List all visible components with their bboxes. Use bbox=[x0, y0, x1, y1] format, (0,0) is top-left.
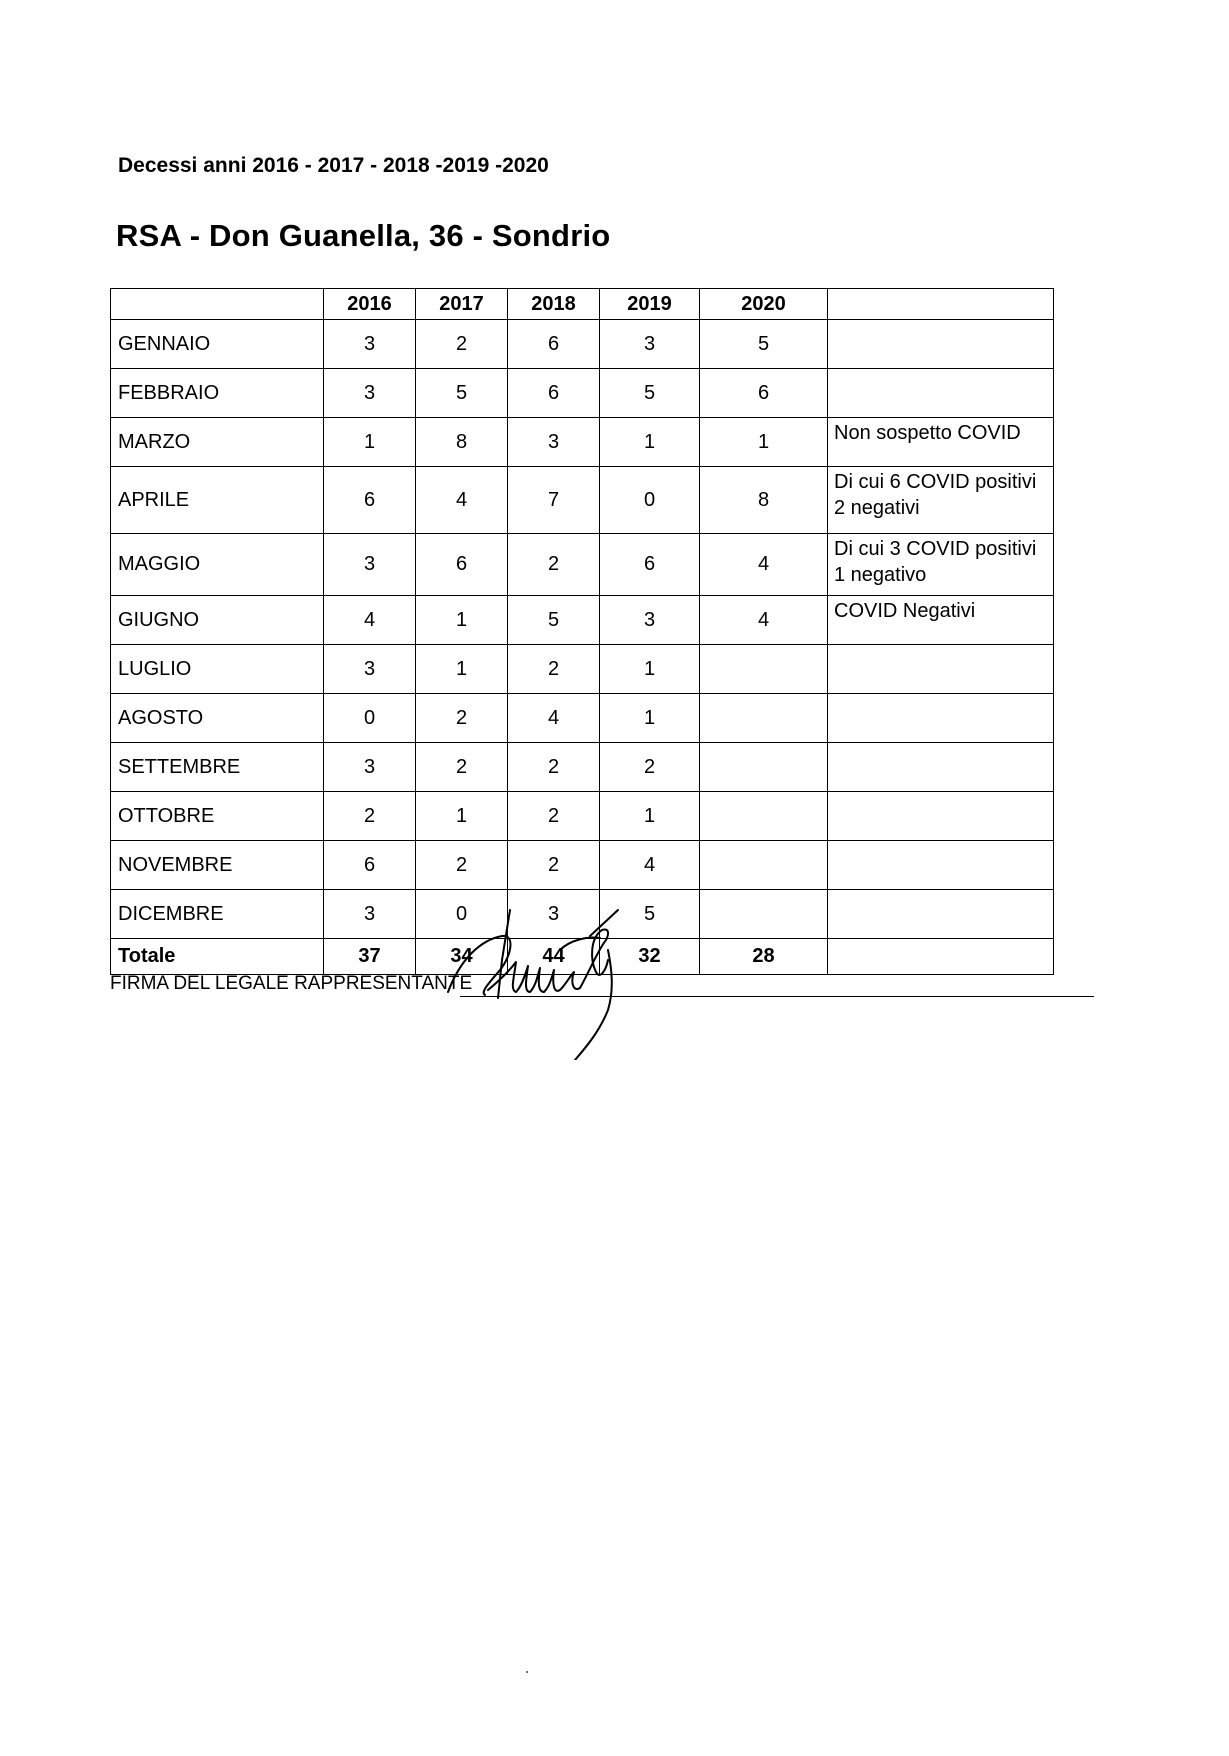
value-cell: 1 bbox=[600, 694, 700, 743]
note-cell bbox=[828, 890, 1054, 939]
value-cell: 3 bbox=[508, 890, 600, 939]
month-cell: GENNAIO bbox=[111, 320, 324, 369]
note-cell bbox=[828, 369, 1054, 418]
deaths-table bbox=[110, 288, 1054, 975]
value-cell: 4 bbox=[600, 841, 700, 890]
value-cell: 3 bbox=[324, 645, 416, 694]
value-cell: 1 bbox=[324, 418, 416, 467]
month-cell: AGOSTO bbox=[111, 694, 324, 743]
value-cell: 5 bbox=[700, 320, 828, 369]
note-cell bbox=[828, 792, 1054, 841]
table-row bbox=[111, 418, 1054, 467]
month-cell: FEBBRAIO bbox=[111, 369, 324, 418]
note-cell: COVID Negativi bbox=[828, 596, 1054, 645]
value-cell: 2 bbox=[508, 743, 600, 792]
table-row bbox=[111, 694, 1054, 743]
value-cell: 1 bbox=[600, 792, 700, 841]
value-cell: 2 bbox=[416, 320, 508, 369]
table-row bbox=[111, 645, 1054, 694]
table-row bbox=[111, 841, 1054, 890]
month-cell: GIUGNO bbox=[111, 596, 324, 645]
value-cell: 1 bbox=[600, 645, 700, 694]
document-title: RSA - Don Guanella, 36 - Sondrio bbox=[116, 218, 611, 253]
header-cell-blank bbox=[111, 289, 324, 320]
total-note-cell bbox=[828, 939, 1054, 975]
value-cell: 0 bbox=[416, 890, 508, 939]
table-row bbox=[111, 534, 1054, 596]
value-cell: 2 bbox=[600, 743, 700, 792]
month-cell: NOVEMBRE bbox=[111, 841, 324, 890]
value-cell: 1 bbox=[416, 792, 508, 841]
value-cell: 1 bbox=[416, 596, 508, 645]
header-cell-2020: 2020 bbox=[700, 289, 828, 320]
value-cell: 3 bbox=[324, 890, 416, 939]
value-cell: 6 bbox=[700, 369, 828, 418]
total-value-cell: 37 bbox=[324, 939, 416, 975]
table-row bbox=[111, 792, 1054, 841]
month-cell: MAGGIO bbox=[111, 534, 324, 596]
value-cell bbox=[700, 645, 828, 694]
table-row bbox=[111, 467, 1054, 534]
value-cell: 4 bbox=[324, 596, 416, 645]
total-value-cell: 32 bbox=[600, 939, 700, 975]
total-label: Totale bbox=[111, 939, 324, 975]
value-cell: 3 bbox=[324, 534, 416, 596]
value-cell: 4 bbox=[700, 534, 828, 596]
value-cell: 3 bbox=[324, 369, 416, 418]
document-subtitle: Decessi anni 2016 - 2017 - 2018 -2019 -2020 bbox=[118, 154, 549, 177]
handwritten-signature bbox=[440, 900, 660, 1060]
month-cell: APRILE bbox=[111, 467, 324, 534]
note-cell: Non sospetto COVID bbox=[828, 418, 1054, 467]
note-cell: Di cui 6 COVID positivi 2 negativi bbox=[828, 467, 1054, 534]
value-cell: 8 bbox=[416, 418, 508, 467]
value-cell: 1 bbox=[700, 418, 828, 467]
value-cell: 2 bbox=[508, 841, 600, 890]
note-cell bbox=[828, 743, 1054, 792]
value-cell: 2 bbox=[416, 841, 508, 890]
header-cell-2019: 2019 bbox=[600, 289, 700, 320]
value-cell: 6 bbox=[600, 534, 700, 596]
table-row bbox=[111, 743, 1054, 792]
value-cell bbox=[700, 694, 828, 743]
value-cell bbox=[700, 841, 828, 890]
month-cell: SETTEMBRE bbox=[111, 743, 324, 792]
value-cell: 3 bbox=[324, 320, 416, 369]
note-cell: Di cui 3 COVID positivi 1 negativo bbox=[828, 534, 1054, 596]
month-cell: OTTOBRE bbox=[111, 792, 324, 841]
value-cell: 3 bbox=[508, 418, 600, 467]
month-cell: MARZO bbox=[111, 418, 324, 467]
value-cell: 3 bbox=[324, 743, 416, 792]
value-cell: 6 bbox=[508, 369, 600, 418]
value-cell: 1 bbox=[416, 645, 508, 694]
table-row bbox=[111, 596, 1054, 645]
total-value-cell: 34 bbox=[416, 939, 508, 975]
total-value-cell: 28 bbox=[700, 939, 828, 975]
value-cell: 4 bbox=[508, 694, 600, 743]
month-cell: DICEMBRE bbox=[111, 890, 324, 939]
table-row bbox=[111, 369, 1054, 418]
note-cell bbox=[828, 645, 1054, 694]
table-header-row bbox=[111, 289, 1054, 320]
value-cell: 0 bbox=[324, 694, 416, 743]
header-cell-2017: 2017 bbox=[416, 289, 508, 320]
stray-dot bbox=[526, 1671, 528, 1673]
value-cell: 2 bbox=[416, 743, 508, 792]
value-cell: 3 bbox=[600, 596, 700, 645]
value-cell: 6 bbox=[508, 320, 600, 369]
value-cell: 2 bbox=[508, 534, 600, 596]
value-cell: 5 bbox=[600, 369, 700, 418]
value-cell bbox=[700, 743, 828, 792]
note-cell bbox=[828, 320, 1054, 369]
value-cell: 2 bbox=[324, 792, 416, 841]
value-cell: 8 bbox=[700, 467, 828, 534]
header-cell-2016: 2016 bbox=[324, 289, 416, 320]
value-cell: 6 bbox=[324, 467, 416, 534]
note-cell bbox=[828, 841, 1054, 890]
value-cell: 5 bbox=[600, 890, 700, 939]
value-cell bbox=[700, 890, 828, 939]
value-cell: 2 bbox=[508, 792, 600, 841]
header-cell-2018: 2018 bbox=[508, 289, 600, 320]
value-cell: 2 bbox=[416, 694, 508, 743]
value-cell bbox=[700, 792, 828, 841]
value-cell: 6 bbox=[416, 534, 508, 596]
value-cell: 5 bbox=[416, 369, 508, 418]
value-cell: 3 bbox=[600, 320, 700, 369]
value-cell: 7 bbox=[508, 467, 600, 534]
value-cell: 6 bbox=[324, 841, 416, 890]
table-row bbox=[111, 320, 1054, 369]
signature-label: FIRMA DEL LEGALE RAPPRESENTANTE bbox=[110, 973, 473, 994]
value-cell: 5 bbox=[508, 596, 600, 645]
value-cell: 2 bbox=[508, 645, 600, 694]
header-cell-notes bbox=[828, 289, 1054, 320]
month-cell: LUGLIO bbox=[111, 645, 324, 694]
value-cell: 4 bbox=[416, 467, 508, 534]
value-cell: 1 bbox=[600, 418, 700, 467]
value-cell: 4 bbox=[700, 596, 828, 645]
total-value-cell: 44 bbox=[508, 939, 600, 975]
note-cell bbox=[828, 694, 1054, 743]
value-cell: 0 bbox=[600, 467, 700, 534]
